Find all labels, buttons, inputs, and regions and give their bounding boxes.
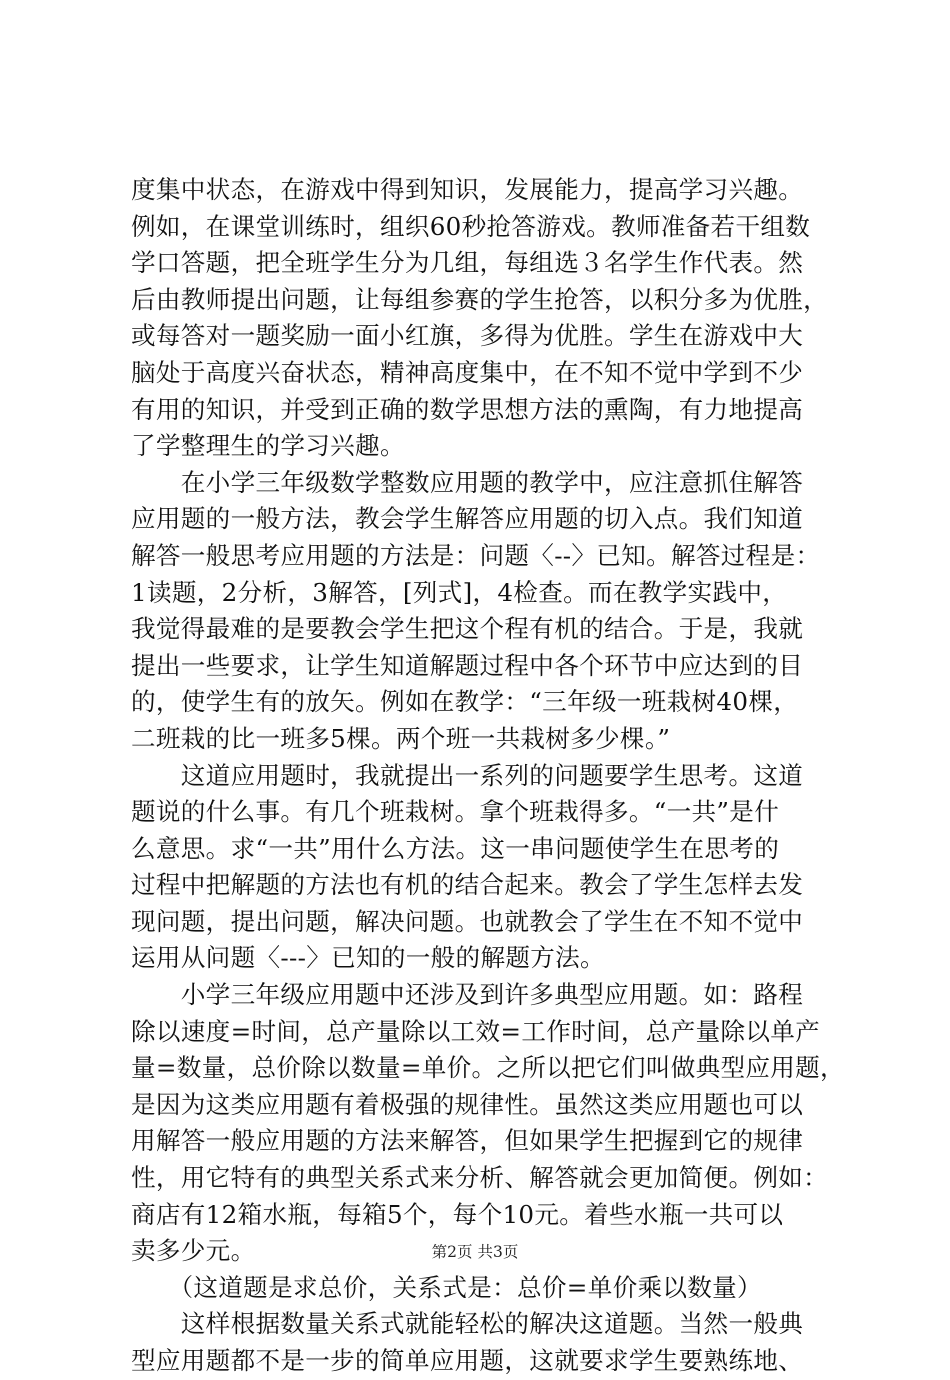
text-line: 或每答对一题奖励一面小红旗，多得为优胜。学生在游戏中大	[131, 321, 804, 351]
text-line: 小学三年级应用题中还涉及到许多典型应用题。如：路程	[131, 980, 804, 1010]
text-line: 题说的什么事。有几个班栽树。拿个班栽得多。“一共”是什	[131, 797, 780, 827]
text-line: 卖多少元。	[131, 1236, 256, 1266]
text-line: 型应用题都不是一步的简单应用题，这就要求学生要熟练地、	[131, 1346, 804, 1375]
text-line: 现问题，提出问题，解决问题。也就教会了学生在不知不觉中	[131, 906, 804, 936]
text-line: 这道应用题时，我就提出一系列的问题要学生思考。这道	[131, 760, 804, 790]
text-line: 脑处于高度兴奋状态，精神高度集中，在不知不觉中学到不少	[131, 357, 804, 387]
text-line: （这道题是求总价，关系式是：总价=单价乘以数量）	[131, 1272, 762, 1302]
text-line: 么意思。求“一共”用什么方法。这一串问题使学生在思考的	[131, 833, 780, 863]
text-line: 学口答题，把全班学生分为几组，每组选３名学生作代表。然	[131, 248, 804, 278]
text-line: 二班栽的比一班多5棵。两个班一共栽树多少棵。”	[131, 723, 671, 753]
text-line: 我觉得最难的是要教会学生把这个程有机的结合。于是，我就	[131, 614, 804, 644]
text-line: 有用的知识，并受到正确的数学思想方法的熏陶，有力地提高	[131, 394, 804, 424]
text-line: 这样根据数量关系式就能轻松的解决这道题。当然一般典	[131, 1309, 804, 1339]
text-line: 1读题，2分析，3解答，[列式]，4检查。而在教学实践中，	[131, 577, 788, 607]
text-line: 度集中状态，在游戏中得到知识，发展能力，提高学习兴趣。	[131, 175, 804, 204]
text-line: 除以速度=时间，总产量除以工效=工作时间，总产量除以单产	[131, 1016, 821, 1046]
text-line: 商店有12箱水瓶，每箱5个，每个10元。着些水瓶一共可以	[131, 1199, 784, 1229]
text-line: 提出一些要求，让学生知道解题过程中各个环节中应达到的目	[131, 650, 804, 680]
text-line: 在小学三年级数学整数应用题的教学中，应注意抓住解答	[131, 467, 804, 497]
text-line: 是因为这类应用题有着极强的规律性。虽然这类应用题也可以	[131, 1089, 804, 1119]
text-line: 过程中把解题的方法也有机的结合起来。教会了学生怎样去发	[131, 870, 804, 900]
text-line: 的，使学生有的放矢。例如在教学：“三年级一班栽树40棵，	[131, 687, 799, 717]
page-footer: 第2页 共3页	[431, 1243, 519, 1261]
text-line: 例如，在课堂训练时，组织60秒抢答游戏。教师准备若干组数	[131, 211, 811, 241]
text-line: 性，用它特有的典型关系式来分析、解答就会更加简便。例如：	[131, 1163, 829, 1193]
text-line: 解答一般思考应用题的方法是：问题〈--〉已知。解答过程是：	[131, 540, 821, 570]
text-line: 了学整理生的学习兴趣。	[131, 431, 405, 461]
text-line: 运用从问题〈---〉已知的一般的解题方法。	[131, 943, 605, 973]
text-line: 应用题的一般方法，教会学生解答应用题的切入点。我们知道	[131, 504, 804, 534]
text-line: 用解答一般应用题的方法来解答，但如果学生把握到它的规律	[131, 1126, 804, 1156]
text-line: 后由教师提出问题，让每组参赛的学生抢答，以积分多为优胜，	[131, 284, 829, 314]
body-text	[131, 172, 845, 1380]
text-line: 量=数量，总价除以数量=单价。之所以把它们叫做典型应用题，	[131, 1053, 845, 1083]
